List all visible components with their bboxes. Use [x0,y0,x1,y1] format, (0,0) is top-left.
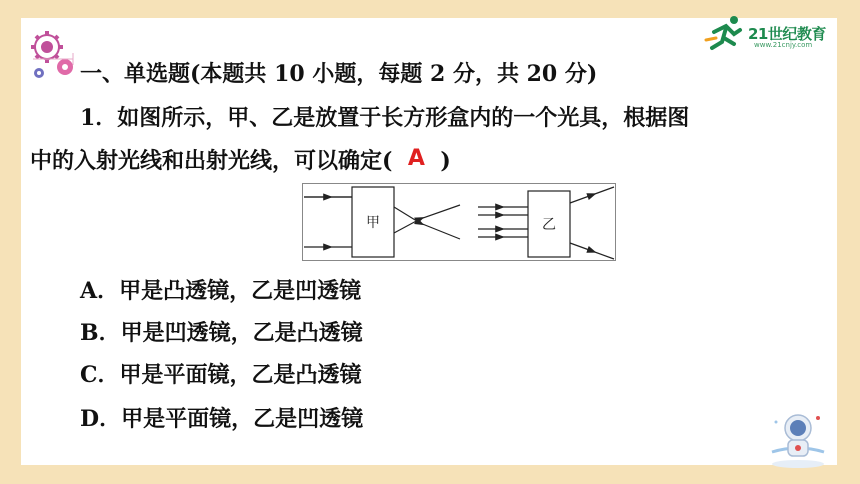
brand-name: 21世纪教育 [748,25,826,43]
section-heading: 一、单选题(本题共 10 小题，每题 2 分，共 20 分) [80,61,598,87]
answer-mark: A [407,146,425,171]
brand-url: www.21cnjy.com [754,41,813,49]
question-line-2-text: 中的入射光线和出射光线，可以确定( [30,148,393,174]
runner-icon [704,12,744,54]
optics-figure [302,183,616,261]
brand-logo [704,12,840,54]
question-line-1: 1．如图所示，甲、乙是放置于长方形盒内的一个光具，根据图 [80,105,690,131]
option-b: B．甲是凹透镜，乙是凸透镜 [80,320,363,346]
option-c: C．甲是平面镜，乙是凸透镜 [80,362,362,388]
box-label-yi: 乙 [542,217,556,233]
astronaut-icon [766,408,830,470]
box-label-jia: 甲 [366,215,380,231]
question-close-paren: ) [440,148,451,174]
question-line-2 [30,146,451,177]
option-a: A．甲是凸透镜，乙是凹透镜 [80,278,362,304]
gear-icon [27,27,79,83]
option-d: D．甲是平面镜，乙是凹透镜 [80,406,364,432]
